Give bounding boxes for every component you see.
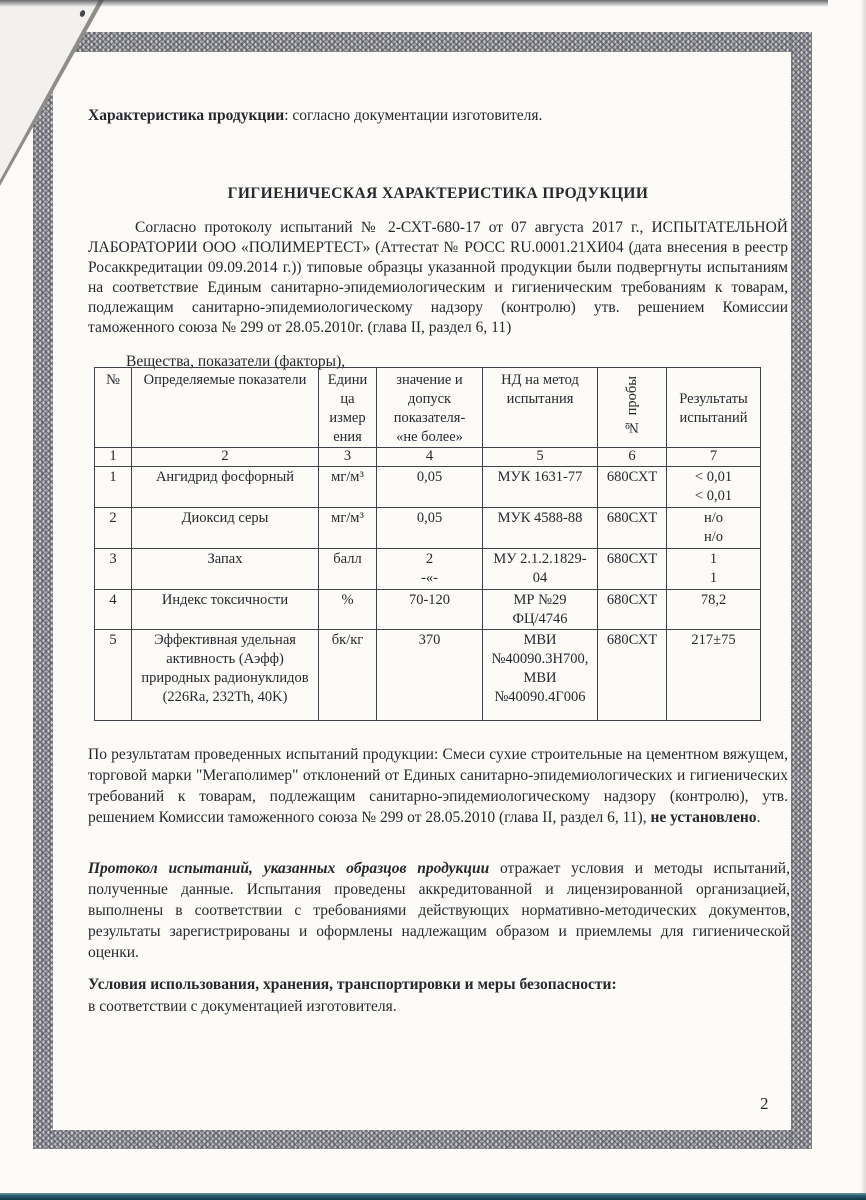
conditions-heading: Условия использования, хранения, транспортировки и меры безопасности: <box>88 976 617 993</box>
results-conclusion: не установлено <box>650 809 757 826</box>
row-num: 3 <box>95 549 132 590</box>
row-num: 2 <box>95 508 132 549</box>
column-numbering-row <box>95 448 761 467</box>
decorative-border-right <box>791 32 812 1149</box>
header-cell-unit: Едини ца измер ения <box>319 368 377 448</box>
table-row <box>95 508 761 549</box>
header-cell-num: № <box>95 368 132 448</box>
protocol-note-rest: отражает условия и методы испытаний, полученные данные. Испытания проведены аккредитованной и лицензированной организацией, выполнены в соответствии с требованиями действующих нормативно-методических документов, результаты зарегистрированы и оформлены надлежащим образом и приемлемы для гигиенической оценки. <box>88 860 790 961</box>
row-sample: 680СХТ <box>598 549 667 590</box>
row-nd-method: МУК 4588-88 <box>483 508 598 549</box>
row-unit: % <box>319 589 377 630</box>
table-row <box>95 549 761 590</box>
row-unit: балл <box>319 549 377 590</box>
colnum-3: 3 <box>319 448 377 467</box>
header-cell-indicators: Определяемые показатели <box>132 368 319 448</box>
scan-top-shadow <box>0 0 828 7</box>
row-indicator: Запах <box>132 549 319 590</box>
row-sample: 680СХТ <box>598 508 667 549</box>
row-indicator: Диоксид серы <box>132 508 319 549</box>
row-num: 4 <box>95 589 132 630</box>
header-cell-sample-no <box>598 368 667 448</box>
row-value: 70-120 <box>377 589 483 630</box>
row-num: 5 <box>95 630 132 721</box>
folded-corner <box>0 0 108 190</box>
page-title: ГИГИЕНИЧЕСКАЯ ХАРАКТЕРИСТИКА ПРОДУКЦИИ <box>227 185 649 202</box>
substances-table <box>94 367 761 721</box>
row-unit: мг/м³ <box>319 508 377 549</box>
row-indicator: Индекс токсичности <box>132 589 319 630</box>
table-row <box>95 589 761 630</box>
row-value: 2 -«- <box>377 549 483 590</box>
header-cell-results: Результаты испытаний <box>667 368 761 448</box>
row-nd-method: МУ 2.1.2.1829- 04 <box>483 549 598 590</box>
results-tail: . <box>756 809 761 826</box>
sample-no-vertical-label: № пробы <box>623 376 640 436</box>
scan-bottom-edge <box>0 1193 866 1200</box>
row-value: 0,05 <box>377 508 483 549</box>
row-result: 1 1 <box>667 549 761 590</box>
header-cell-nd-method: НД на метод испытания <box>483 368 598 448</box>
conditions-block <box>88 974 788 1017</box>
row-indicator: Ангидрид фосфорный <box>132 467 319 508</box>
colnum-2: 2 <box>132 448 319 467</box>
protocol-note-lead: Протокол испытаний, указанных образцов продукции <box>88 860 490 877</box>
page-number: 2 <box>760 1094 769 1113</box>
conditions-text: в соответствии с документацией изготовителя. <box>88 997 397 1015</box>
row-nd-method: МУК 1631-77 <box>483 467 598 508</box>
product-characteristic-text: : согласно документации изготовителя. <box>284 107 543 124</box>
row-unit: мг/м³ <box>319 467 377 508</box>
row-result: 78,2 <box>667 589 761 630</box>
results-paragraph <box>88 744 788 828</box>
row-sample: 680СХТ <box>598 467 667 508</box>
header-cell-value: значение и допуск показателя- «не более» <box>377 368 483 448</box>
row-indicator: Эффективная удельная активность (Аэфф) природных радионуклидов (226Ra, 232Th, 40K) <box>132 630 319 721</box>
colnum-4: 4 <box>377 448 483 467</box>
row-value: 0,05 <box>377 467 483 508</box>
table-row <box>95 630 761 721</box>
table-row <box>95 467 761 508</box>
row-result: н/о н/о <box>667 508 761 549</box>
table-header-row <box>95 368 761 448</box>
decorative-border-bottom <box>33 1130 812 1149</box>
row-unit: бк/кг <box>319 630 377 721</box>
product-characteristic-label: Характеристика продукции <box>88 107 285 124</box>
table-caption: Вещества, показатели (факторы), <box>126 353 346 370</box>
colnum-1: 1 <box>95 448 132 467</box>
colnum-7: 7 <box>667 448 761 467</box>
decorative-border-top <box>33 32 812 52</box>
protocol-paragraph: Согласно протоколу испытаний № 2-СХТ-680-17 от 07 августа 2017 г., ИСПЫТАТЕЛЬНОЙ ЛАБОРАТОРИИ ООО «ПОЛИМЕРТЕСТ» (Аттестат № РОСС RU.0001.21ХИ04 (дата внесения в реестр Росаккредитации 09.09.2014 г.)) типовые образцы указанной продукции были подвергнуты испытаниям на соответствие Единым санитарно-эпидемиологическим и гигиеническим требованиям к товарам, подлежащим санитарно-эпидемиологическому надзору (контролю) утв. решением Комиссии таможенного союза № 299 от 28.05.2010г. (глава II, раздел 6, 11) <box>88 219 788 336</box>
protocol-note-paragraph <box>88 858 790 963</box>
row-num: 1 <box>95 467 132 508</box>
row-nd-method: МР №29 ФЦ/4746 <box>483 589 598 630</box>
decorative-border-left <box>33 32 53 1149</box>
results-lead: По результатам проведенных испытаний продукции: Смеси сухие строительные на цементном вяжущем, торговой марки "Мегаполимер" отклонений от Единых санитарно-эпидемиологических и гигиенических требований к товарам, подлежащим санитарно-эпидемиологическому надзору (контролю), утв. решением Комиссии таможенного союза № 299 от 28.05.2010 (глава II, раздел 6, 11), <box>88 746 788 826</box>
colnum-5: 5 <box>483 448 598 467</box>
row-nd-method: МВИ №40090.3Н700, МВИ №40090.4Г006 <box>483 630 598 721</box>
row-value: 370 <box>377 630 483 721</box>
product-characteristic-line <box>88 106 788 127</box>
scan-right-edge-shadow <box>861 0 866 1200</box>
row-result: 217±75 <box>667 630 761 721</box>
row-sample: 680СХТ <box>598 589 667 630</box>
row-result: < 0,01 < 0,01 <box>667 467 761 508</box>
row-sample: 680СХТ <box>598 630 667 721</box>
colnum-6: 6 <box>598 448 667 467</box>
